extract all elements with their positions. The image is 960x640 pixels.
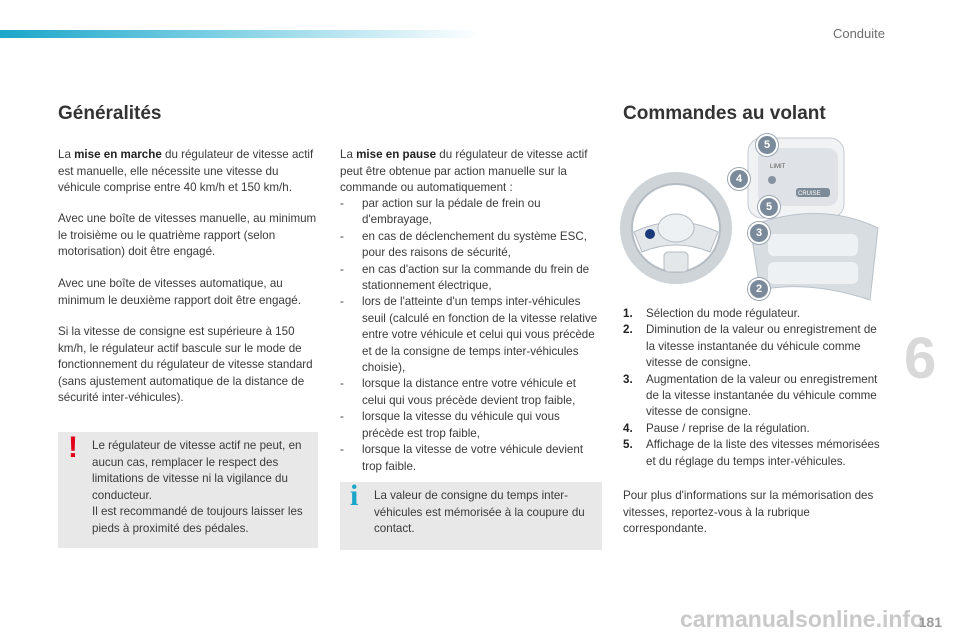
list-item: 2. Diminution de la valeur ou enregistrement de la vitesse instantanée du véhicule comme vitesse de consigne. (623, 323, 877, 370)
list-item: - lorsque la vitesse de votre véhicule devient trop faible. (340, 443, 584, 473)
info-icon: i (350, 479, 359, 512)
list-item: - en cas d'action sur la commande du frein de stationnement électrique, (340, 262, 590, 293)
list-item: - par action sur la pédale de frein ou d'embrayage, (340, 197, 541, 227)
info-box (340, 479, 602, 550)
callout-badge: 3 (748, 222, 770, 244)
heading-generalites: Généralités (58, 103, 162, 124)
callout-badge: 2 (748, 278, 770, 300)
watermark-text: carmanualsonline.info (680, 606, 925, 632)
info-text: La valeur de consigne du temps inter-véhicules est mémorisée à la coupure du contact. (374, 489, 585, 535)
chapter-number: 6 (904, 326, 937, 391)
paragraph-activation: La mise en marche du régulateur de vitesse actif est manuelle, elle nécessite une vitesse du véhicule comprise entre 40 km/h et 150 km/h. (58, 148, 314, 194)
list-item: - lors de l'atteinte d'un temps inter-véhicules seuil (calculé en fonction de la vitesse relative entre votre véhicule et celui qui vous précède et de la consigne de temps inter-véhicules choisie), (340, 295, 598, 375)
list-item: 1. Sélection du mode régulateur. (623, 307, 801, 320)
warning-text: Le régulateur de vitesse actif ne peut, en aucun cas, remplacer le respect des limitations de vitesse ni la vigilance du conducteur. Il est recommandé de toujours laisser les pieds à proximité des pédales. (92, 439, 303, 535)
list-item: - en cas de déclenchement du système ESC, pour des raisons de sécurité, (340, 229, 587, 260)
stalk-label-cruise: CRUISE (798, 191, 821, 197)
warning-icon: ! (68, 431, 78, 464)
paragraph-more-info: Pour plus d'informations sur la mémorisation des vitesses, reportez-vous à la rubrique correspondante. (623, 489, 874, 535)
list-item: 3. Augmentation de la valeur ou enregistrement de la vitesse instantanée du véhicule comme vitesse de consigne. (623, 372, 878, 419)
heading-commandes: Commandes au volant (623, 103, 826, 124)
page-number: 181 (918, 614, 942, 630)
list-item: 4. Pause / reprise de la régulation. (623, 421, 810, 435)
list-item: 5. Affichage de la liste des vitesses mémorisées et du réglage du temps inter-véhicules. (623, 438, 880, 468)
paragraph-speed-limit: Si la vitesse de consigne est supérieure à 150 km/h, le régulateur actif bascule sur le mode de fonctionnement du régulateur de vitesse standard (sans ajustement automatique de la distance de sécurité inter-véhicules). (58, 325, 313, 404)
steering-wheel-figure (620, 130, 890, 302)
pause-conditions-list (340, 196, 602, 475)
warning-box (58, 432, 318, 548)
paragraph-manual-gearbox: Avec une boîte de vitesses manuelle, au minimum le troisième ou le quatrième rapport (selon motorisation) doit être engagé. (58, 212, 317, 258)
steering-wheel-icon (626, 178, 726, 278)
list-item: - lorsque la distance entre votre véhicule et celui qui vous précède devient trop faible, (340, 377, 576, 407)
callout-badge: 5 (758, 196, 780, 218)
paragraph-automatic-gearbox: Avec une boîte de vitesses automatique, au minimum le deuxième rapport doit être engagé. (58, 277, 301, 307)
controls-list (623, 306, 881, 470)
top-accent-bar (0, 30, 480, 38)
callout-badge: 4 (728, 168, 750, 190)
stalk-label-limit: LIMIT (770, 164, 786, 170)
list-item: - lorsque la vitesse du véhicule qui vous précède est trop faible, (340, 410, 560, 440)
paragraph-pause: La mise en pause du régulateur de vitesse actif peut être obtenue par action manuelle sur la commande ou automatiquement : (340, 148, 588, 194)
callout-badge: 5 (756, 134, 778, 156)
section-title: Conduite (832, 26, 885, 41)
